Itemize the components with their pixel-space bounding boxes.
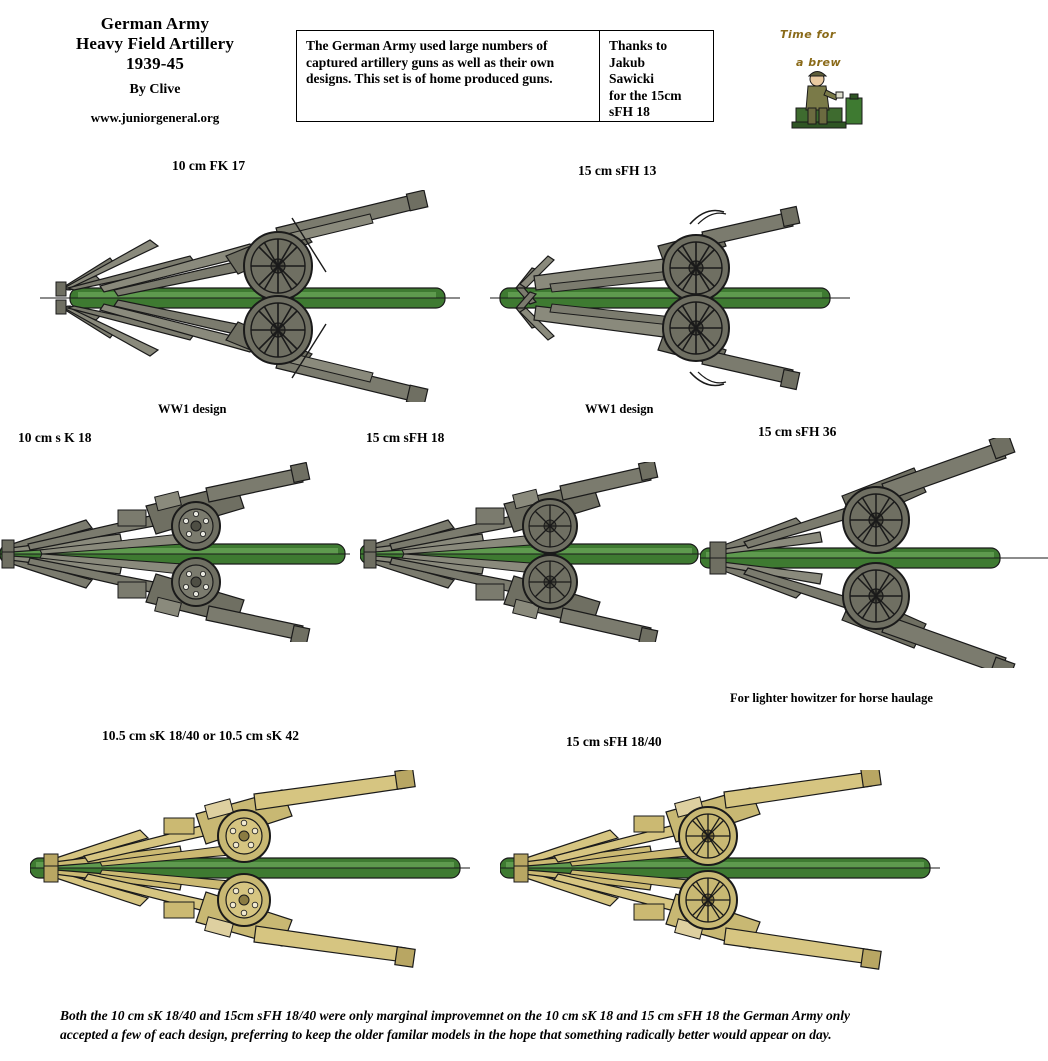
- gun-caption-sfh36: For lighter howitzer for horse haulage: [730, 691, 933, 705]
- note-thanks: [600, 31, 713, 121]
- gun-caption-fk17: WW1 design: [158, 402, 227, 416]
- footer-line-1: Both the 10 cm sK 18/40 and 15cm sFH 18/40 were only marginal improvemnet on the 10 cm sK 18 and 15 cm sFH 18 the German Army only: [60, 1008, 851, 1023]
- gun-sprite-sfh13: [490, 190, 850, 402]
- title-line-1: German Army: [100, 14, 210, 33]
- gun-label-fk17: 10 cm FK 17: [172, 158, 246, 173]
- gun-label-sfh13: 15 cm sFH 13: [578, 163, 657, 178]
- note-description: The German Army used large numbers of captured artillery guns as well as their own designs. This set is of home produced guns.: [297, 31, 600, 121]
- gun-label-sfh18: 15 cm sFH 18: [366, 430, 445, 445]
- note-box: [296, 30, 714, 122]
- gun-sprite-sk1840: [30, 770, 470, 970]
- byline: By Clive: [129, 82, 181, 97]
- gun-label-sfh1840: 15 cm sFH 18/40: [566, 734, 662, 749]
- gun-label-sfh36: 15 cm sFH 36: [758, 424, 837, 439]
- thanks-line-4: for the 15cm: [609, 87, 682, 103]
- thanks-line-1: Thanks to: [609, 38, 668, 53]
- website-url: www.juniorgeneral.org: [90, 110, 220, 125]
- gun-label-sk18: 10 cm s K 18: [18, 430, 92, 445]
- thanks-line-3: Sawicki: [609, 71, 655, 86]
- title-line-2: Heavy Field Artillery: [75, 34, 235, 53]
- gun-sprite-sk18: [0, 462, 350, 642]
- tea-break-doodle: [780, 28, 890, 128]
- gun-caption-sfh13: WW1 design: [585, 402, 654, 416]
- title-line-3: 1939-45: [125, 54, 185, 73]
- doodle-text-line-2: a brew: [796, 56, 842, 69]
- gun-sprite-fk17: [40, 190, 460, 402]
- title-block: [40, 14, 270, 126]
- footer-note: [60, 1006, 1000, 1044]
- doodle-text-line-1: Time for: [780, 28, 836, 41]
- gun-sprite-sfh36: [700, 438, 1048, 668]
- thanks-line-5: sFH 18: [609, 104, 650, 119]
- soldier-with-tea-icon: [788, 62, 898, 132]
- gun-sprite-sfh1840: [500, 770, 940, 970]
- gun-label-sk1840: 10.5 cm sK 18/40 or 10.5 cm sK 42: [102, 728, 299, 743]
- gun-sprite-sfh18: [360, 462, 700, 642]
- thanks-line-2: Jakub: [609, 54, 646, 70]
- footer-line-2: accepted a few of each design, preferring to keep the older familar models in the hope that something radically better would appear on day.: [60, 1027, 832, 1042]
